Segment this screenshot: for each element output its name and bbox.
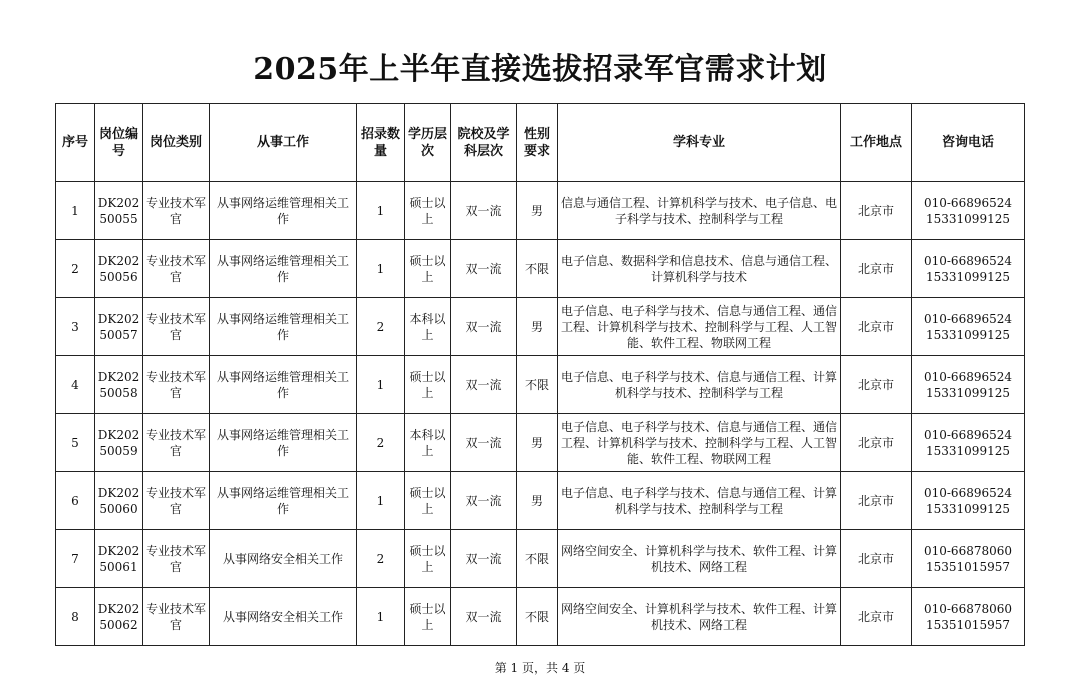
cell-work — [210, 356, 357, 414]
header-gender: 性别要求 — [517, 104, 558, 182]
cell-gender-text: 男 — [530, 493, 543, 508]
cell-work-text: 从事网络运维管理相关工作 — [216, 311, 349, 342]
mobile-phone: 15331099125 — [926, 385, 1010, 400]
cell-school-level — [451, 472, 517, 530]
cell-work-text: 从事网络运维管理相关工作 — [216, 427, 349, 458]
cell-count-text: 2 — [376, 435, 385, 450]
cell-gender-text: 男 — [530, 435, 543, 450]
cell-education-text: 硕士以上 — [409, 253, 446, 284]
cell-post-type-text: 专业技术军官 — [145, 195, 206, 226]
page-footer: 第 1 页，共 4 页 — [494, 661, 586, 675]
cell-gender — [517, 240, 558, 298]
cell-seq — [56, 298, 95, 356]
landline-phone: 010-66896524 — [923, 195, 1013, 210]
cell-school-level-text: 双一流 — [465, 319, 502, 334]
cell-count — [357, 414, 405, 472]
cell-post-type — [143, 298, 210, 356]
cell-major — [558, 240, 841, 298]
cell-major-text: 电子信息、数据科学和信息技术、信息与通信工程、计算机科学与技术 — [560, 253, 837, 284]
cell-post-code-text: DK20250056 — [97, 253, 140, 284]
mobile-phone: 15331099125 — [926, 211, 1010, 226]
cell-school-level-text: 双一流 — [465, 435, 502, 450]
cell-education — [405, 240, 451, 298]
cell-work-text: 从事网络运维管理相关工作 — [216, 195, 349, 226]
cell-post-code — [95, 356, 143, 414]
cell-count-text: 1 — [376, 609, 385, 624]
cell-education-text: 硕士以上 — [409, 601, 446, 632]
cell-count-text: 2 — [376, 551, 385, 566]
cell-work — [210, 182, 357, 240]
cell-work-text: 从事网络安全相关工作 — [222, 551, 343, 566]
cell-count-text: 1 — [376, 261, 385, 276]
cell-location-text: 北京市 — [857, 551, 894, 566]
cell-location-text: 北京市 — [857, 261, 894, 276]
cell-seq — [56, 530, 95, 588]
cell-education — [405, 530, 451, 588]
cell-major-text: 电子信息、电子科学与技术、信息与通信工程、计算机科学与技术、控制科学与工程 — [560, 369, 837, 400]
cell-gender — [517, 298, 558, 356]
cell-seq-text: 4 — [71, 377, 79, 392]
cell-seq — [56, 472, 95, 530]
cell-count — [357, 240, 405, 298]
cell-count — [357, 530, 405, 588]
table-row — [56, 588, 1025, 646]
cell-post-code-text: DK20250057 — [97, 311, 140, 342]
cell-location — [841, 356, 912, 414]
cell-seq — [56, 588, 95, 646]
landline-phone: 010-66896524 — [923, 311, 1013, 326]
cell-education-text: 硕士以上 — [409, 195, 446, 226]
landline-phone: 010-66896524 — [923, 427, 1013, 442]
cell-school-level — [451, 588, 517, 646]
cell-education-text: 硕士以上 — [409, 485, 446, 516]
cell-seq-text: 6 — [71, 493, 79, 508]
header-count: 招录数量 — [357, 104, 405, 182]
cell-post-type — [143, 182, 210, 240]
cell-phone — [912, 530, 1025, 588]
header-education: 学历层次 — [405, 104, 451, 182]
cell-gender — [517, 356, 558, 414]
cell-gender-text: 不限 — [524, 551, 549, 566]
cell-seq-text: 5 — [71, 435, 79, 450]
cell-school-level — [451, 240, 517, 298]
cell-seq-text: 2 — [71, 261, 79, 276]
cell-location-text: 北京市 — [857, 435, 894, 450]
cell-seq — [56, 240, 95, 298]
cell-work — [210, 414, 357, 472]
cell-gender-text: 不限 — [524, 261, 549, 276]
cell-seq-text: 1 — [71, 203, 79, 218]
cell-post-type-text: 专业技术军官 — [145, 485, 206, 516]
cell-count — [357, 472, 405, 530]
header-post-code: 岗位编号 — [95, 104, 143, 182]
landline-phone: 010-66878060 — [923, 543, 1013, 558]
cell-work — [210, 588, 357, 646]
cell-seq-text: 8 — [71, 609, 79, 624]
cell-gender — [517, 472, 558, 530]
mobile-phone: 15331099125 — [926, 269, 1010, 284]
cell-education — [405, 356, 451, 414]
cell-school-level-text: 双一流 — [465, 551, 502, 566]
cell-post-type-text: 专业技术军官 — [145, 427, 206, 458]
cell-education-text: 本科以上 — [409, 311, 446, 342]
cell-phone — [912, 414, 1025, 472]
cell-post-code — [95, 530, 143, 588]
table-row — [56, 182, 1025, 240]
mobile-phone: 15331099125 — [926, 327, 1010, 342]
cell-gender-text: 不限 — [524, 377, 549, 392]
cell-post-code-text: DK20250059 — [97, 427, 140, 458]
cell-gender-text: 男 — [530, 203, 543, 218]
cell-location-text: 北京市 — [857, 377, 894, 392]
cell-seq — [56, 414, 95, 472]
header-location: 工作地点 — [841, 104, 912, 182]
cell-post-code — [95, 414, 143, 472]
cell-work-text: 从事网络运维管理相关工作 — [216, 369, 349, 400]
cell-education-text: 本科以上 — [409, 427, 446, 458]
cell-seq-text: 7 — [71, 551, 79, 566]
cell-major-text: 电子信息、电子科学与技术、信息与通信工程、通信工程、计算机科学与技术、控制科学与工程、人工智能、软件工程、物联网工程 — [560, 303, 837, 350]
cell-major-text: 网络空间安全、计算机科学与技术、软件工程、计算机技术、网络工程 — [560, 543, 837, 574]
cell-education — [405, 588, 451, 646]
cell-location — [841, 298, 912, 356]
cell-count-text: 1 — [376, 203, 385, 218]
cell-location — [841, 472, 912, 530]
cell-phone — [912, 240, 1025, 298]
cell-post-code-text: DK20250058 — [97, 369, 140, 400]
cell-post-type — [143, 472, 210, 530]
cell-major — [558, 414, 841, 472]
landline-phone: 010-66896524 — [923, 369, 1013, 384]
cell-seq — [56, 356, 95, 414]
cell-post-code — [95, 472, 143, 530]
page-title: 2025年上半年直接选拔招录军官需求计划 — [253, 52, 827, 87]
cell-gender — [517, 182, 558, 240]
cell-gender — [517, 588, 558, 646]
cell-phone — [912, 588, 1025, 646]
cell-post-type-text: 专业技术军官 — [145, 253, 206, 284]
cell-education — [405, 472, 451, 530]
cell-work — [210, 298, 357, 356]
cell-major — [558, 588, 841, 646]
recruitment-table — [55, 103, 1025, 646]
cell-count — [357, 182, 405, 240]
table-row — [56, 530, 1025, 588]
cell-education — [405, 298, 451, 356]
cell-education-text: 硕士以上 — [409, 369, 446, 400]
mobile-phone: 15351015957 — [926, 617, 1010, 632]
cell-count-text: 1 — [376, 493, 385, 508]
cell-count — [357, 356, 405, 414]
cell-major-text: 网络空间安全、计算机科学与技术、软件工程、计算机技术、网络工程 — [560, 601, 837, 632]
cell-school-level — [451, 298, 517, 356]
cell-school-level — [451, 182, 517, 240]
cell-post-type — [143, 588, 210, 646]
cell-location-text: 北京市 — [857, 609, 894, 624]
cell-post-type — [143, 530, 210, 588]
header-phone: 咨询电话 — [912, 104, 1025, 182]
header-seq: 序号 — [56, 104, 95, 182]
cell-location — [841, 530, 912, 588]
cell-work — [210, 530, 357, 588]
cell-school-level — [451, 356, 517, 414]
cell-major — [558, 182, 841, 240]
cell-work — [210, 240, 357, 298]
cell-location — [841, 414, 912, 472]
cell-school-level-text: 双一流 — [465, 203, 502, 218]
cell-seq — [56, 182, 95, 240]
cell-major-text: 电子信息、电子科学与技术、信息与通信工程、通信工程、计算机科学与技术、控制科学与工程、人工智能、软件工程、物联网工程 — [560, 419, 837, 466]
table-row — [56, 414, 1025, 472]
cell-location-text: 北京市 — [857, 203, 894, 218]
cell-major-text: 电子信息、电子科学与技术、信息与通信工程、计算机科学与技术、控制科学与工程 — [560, 485, 837, 516]
cell-post-type — [143, 414, 210, 472]
cell-major — [558, 298, 841, 356]
cell-major-text: 信息与通信工程、计算机科学与技术、电子信息、电子科学与技术、控制科学与工程 — [560, 195, 837, 226]
table-row — [56, 472, 1025, 530]
header-major: 学科专业 — [558, 104, 841, 182]
cell-post-type-text: 专业技术军官 — [145, 369, 206, 400]
cell-location — [841, 240, 912, 298]
mobile-phone: 15351015957 — [926, 559, 1010, 574]
cell-post-code — [95, 240, 143, 298]
cell-education-text: 硕士以上 — [409, 543, 446, 574]
cell-post-type — [143, 356, 210, 414]
header-work: 从事工作 — [210, 104, 357, 182]
cell-location-text: 北京市 — [857, 319, 894, 334]
cell-gender-text: 男 — [530, 319, 543, 334]
cell-post-type-text: 专业技术军官 — [145, 543, 206, 574]
cell-count-text: 2 — [376, 319, 385, 334]
cell-phone — [912, 472, 1025, 530]
cell-education — [405, 182, 451, 240]
cell-location — [841, 182, 912, 240]
cell-gender-text: 不限 — [524, 609, 549, 624]
cell-post-code-text: DK20250055 — [97, 195, 140, 226]
cell-work-text: 从事网络运维管理相关工作 — [216, 253, 349, 284]
cell-phone — [912, 298, 1025, 356]
landline-phone: 010-66896524 — [923, 253, 1013, 268]
cell-count-text: 1 — [376, 377, 385, 392]
header-post-type: 岗位类别 — [143, 104, 210, 182]
cell-gender — [517, 414, 558, 472]
landline-phone: 010-66878060 — [923, 601, 1013, 616]
cell-post-code — [95, 182, 143, 240]
cell-post-code-text: DK20250061 — [97, 543, 140, 574]
cell-post-type-text: 专业技术军官 — [145, 601, 206, 632]
cell-post-type — [143, 240, 210, 298]
cell-count — [357, 298, 405, 356]
cell-gender — [517, 530, 558, 588]
cell-education — [405, 414, 451, 472]
header-row — [56, 104, 1025, 182]
table-row — [56, 240, 1025, 298]
cell-school-level-text: 双一流 — [465, 493, 502, 508]
cell-school-level-text: 双一流 — [465, 377, 502, 392]
cell-phone — [912, 356, 1025, 414]
cell-seq-text: 3 — [71, 319, 79, 334]
cell-school-level-text: 双一流 — [465, 261, 502, 276]
cell-work-text: 从事网络安全相关工作 — [222, 609, 343, 624]
landline-phone: 010-66896524 — [923, 485, 1013, 500]
cell-location-text: 北京市 — [857, 493, 894, 508]
table-row — [56, 356, 1025, 414]
cell-school-level — [451, 530, 517, 588]
cell-school-level — [451, 414, 517, 472]
cell-major — [558, 356, 841, 414]
cell-major — [558, 472, 841, 530]
cell-post-code — [95, 588, 143, 646]
mobile-phone: 15331099125 — [926, 501, 1010, 516]
cell-post-code — [95, 298, 143, 356]
cell-phone — [912, 182, 1025, 240]
cell-school-level-text: 双一流 — [465, 609, 502, 624]
cell-post-code-text: DK20250060 — [97, 485, 140, 516]
table-row — [56, 298, 1025, 356]
cell-post-code-text: DK20250062 — [97, 601, 140, 632]
cell-post-type-text: 专业技术军官 — [145, 311, 206, 342]
header-school-level: 院校及学科层次 — [451, 104, 517, 182]
cell-count — [357, 588, 405, 646]
mobile-phone: 15331099125 — [926, 443, 1010, 458]
cell-work-text: 从事网络运维管理相关工作 — [216, 485, 349, 516]
cell-major — [558, 530, 841, 588]
cell-work — [210, 472, 357, 530]
cell-location — [841, 588, 912, 646]
